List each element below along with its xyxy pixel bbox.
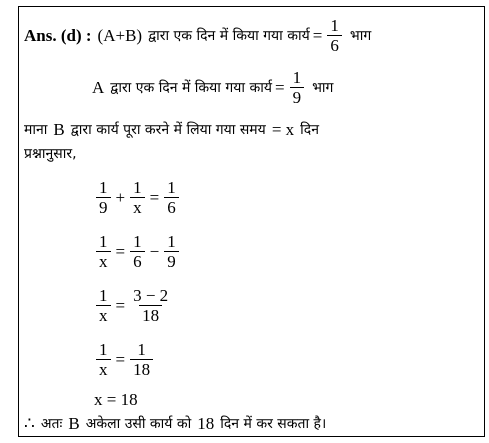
eq2-n3: 1 bbox=[167, 232, 176, 251]
line3-e: दिन bbox=[300, 122, 319, 138]
eq2-n1: 1 bbox=[99, 232, 108, 251]
conclusion-number: 18 bbox=[197, 414, 215, 433]
answer-label: Ans. (d) : bbox=[24, 25, 92, 45]
eq3-frac-1 bbox=[96, 286, 111, 325]
line2-eq: = bbox=[274, 77, 285, 97]
equation-4 bbox=[94, 340, 155, 379]
eq1-n1: 1 bbox=[99, 178, 108, 197]
eq3-n1: 1 bbox=[99, 286, 108, 305]
eq1-eq: = bbox=[149, 187, 160, 207]
eq4-n2: 1 bbox=[137, 340, 146, 359]
eq2-d2: 6 bbox=[130, 251, 145, 271]
eq1-d2: x bbox=[130, 197, 145, 217]
line2-suffix: भाग bbox=[312, 79, 334, 96]
line1-numerator: 1 bbox=[330, 16, 339, 35]
line3-b: B bbox=[53, 120, 65, 139]
eq2-frac-1 bbox=[96, 232, 111, 271]
eq1-frac-1 bbox=[96, 178, 111, 217]
line2-denominator: 9 bbox=[290, 87, 305, 107]
equation-5 bbox=[94, 390, 138, 410]
eq2-op: − bbox=[149, 241, 160, 261]
eq3-d1: x bbox=[96, 305, 111, 325]
equation-3 bbox=[94, 286, 173, 325]
eq3-eq: = bbox=[115, 295, 126, 315]
eq4-n1: 1 bbox=[99, 340, 108, 359]
eq4-frac-2 bbox=[130, 340, 153, 379]
eq4-eq: = bbox=[115, 349, 126, 369]
eq1-op: + bbox=[115, 187, 126, 207]
eq1-n2: 1 bbox=[133, 178, 142, 197]
eq1-d1: 9 bbox=[96, 197, 111, 217]
eq1-frac-2 bbox=[130, 178, 145, 217]
conclusion-line bbox=[24, 414, 326, 434]
line1-text: द्वारा एक दिन में किया गया कार्य bbox=[148, 27, 310, 44]
line2-fraction bbox=[290, 68, 305, 107]
eq2-frac-3 bbox=[164, 232, 179, 271]
conclusion-text-1: अतः bbox=[40, 416, 63, 432]
equation-1 bbox=[94, 178, 181, 217]
line1-denominator: 6 bbox=[327, 35, 342, 55]
eq2-d3: 9 bbox=[164, 251, 179, 271]
line-1 bbox=[24, 16, 371, 55]
eq4-frac-1 bbox=[96, 340, 111, 379]
line2-text: द्वारा एक दिन में किया गया कार्य bbox=[110, 79, 272, 96]
eq3-frac-2 bbox=[130, 286, 171, 325]
eq2-eq: = bbox=[115, 241, 126, 261]
line4-text: प्रश्नानुसार, bbox=[24, 146, 77, 162]
line2-prefix: A bbox=[92, 77, 105, 97]
line-3 bbox=[24, 120, 319, 140]
eq5-text: x = 18 bbox=[94, 390, 138, 409]
eq3-n2: 3 − 2 bbox=[133, 286, 169, 305]
eq2-n2: 1 bbox=[133, 232, 142, 251]
line3-a: माना bbox=[24, 122, 48, 138]
line2-numerator: 1 bbox=[292, 68, 302, 87]
conclusion-text-3: दिन में कर सकता है। bbox=[220, 416, 327, 432]
eq4-d2: 18 bbox=[130, 359, 153, 379]
eq1-frac-3 bbox=[164, 178, 179, 217]
conclusion-text-2: अकेला उसी कार्य को bbox=[85, 416, 192, 432]
line-2 bbox=[92, 68, 333, 107]
line1-fraction bbox=[327, 16, 342, 55]
eq2-frac-2 bbox=[130, 232, 145, 271]
conclusion-b: B bbox=[68, 414, 80, 433]
eq4-d1: x bbox=[96, 359, 111, 379]
line1-prefix: (A+B) bbox=[97, 25, 143, 45]
eq2-d1: x bbox=[96, 251, 111, 271]
line1-eq: = bbox=[312, 25, 323, 45]
line3-d: = x bbox=[271, 120, 295, 139]
eq1-n3: 1 bbox=[167, 178, 176, 197]
eq3-d2: 18 bbox=[139, 305, 162, 325]
eq1-d3: 6 bbox=[164, 197, 179, 217]
therefore-symbol: ∴ bbox=[24, 414, 35, 433]
line3-c: द्वारा कार्य पूरा करने में लिया गया समय bbox=[70, 122, 266, 138]
equation-2 bbox=[94, 232, 181, 271]
line1-suffix: भाग bbox=[349, 27, 372, 44]
line-4 bbox=[24, 144, 77, 164]
